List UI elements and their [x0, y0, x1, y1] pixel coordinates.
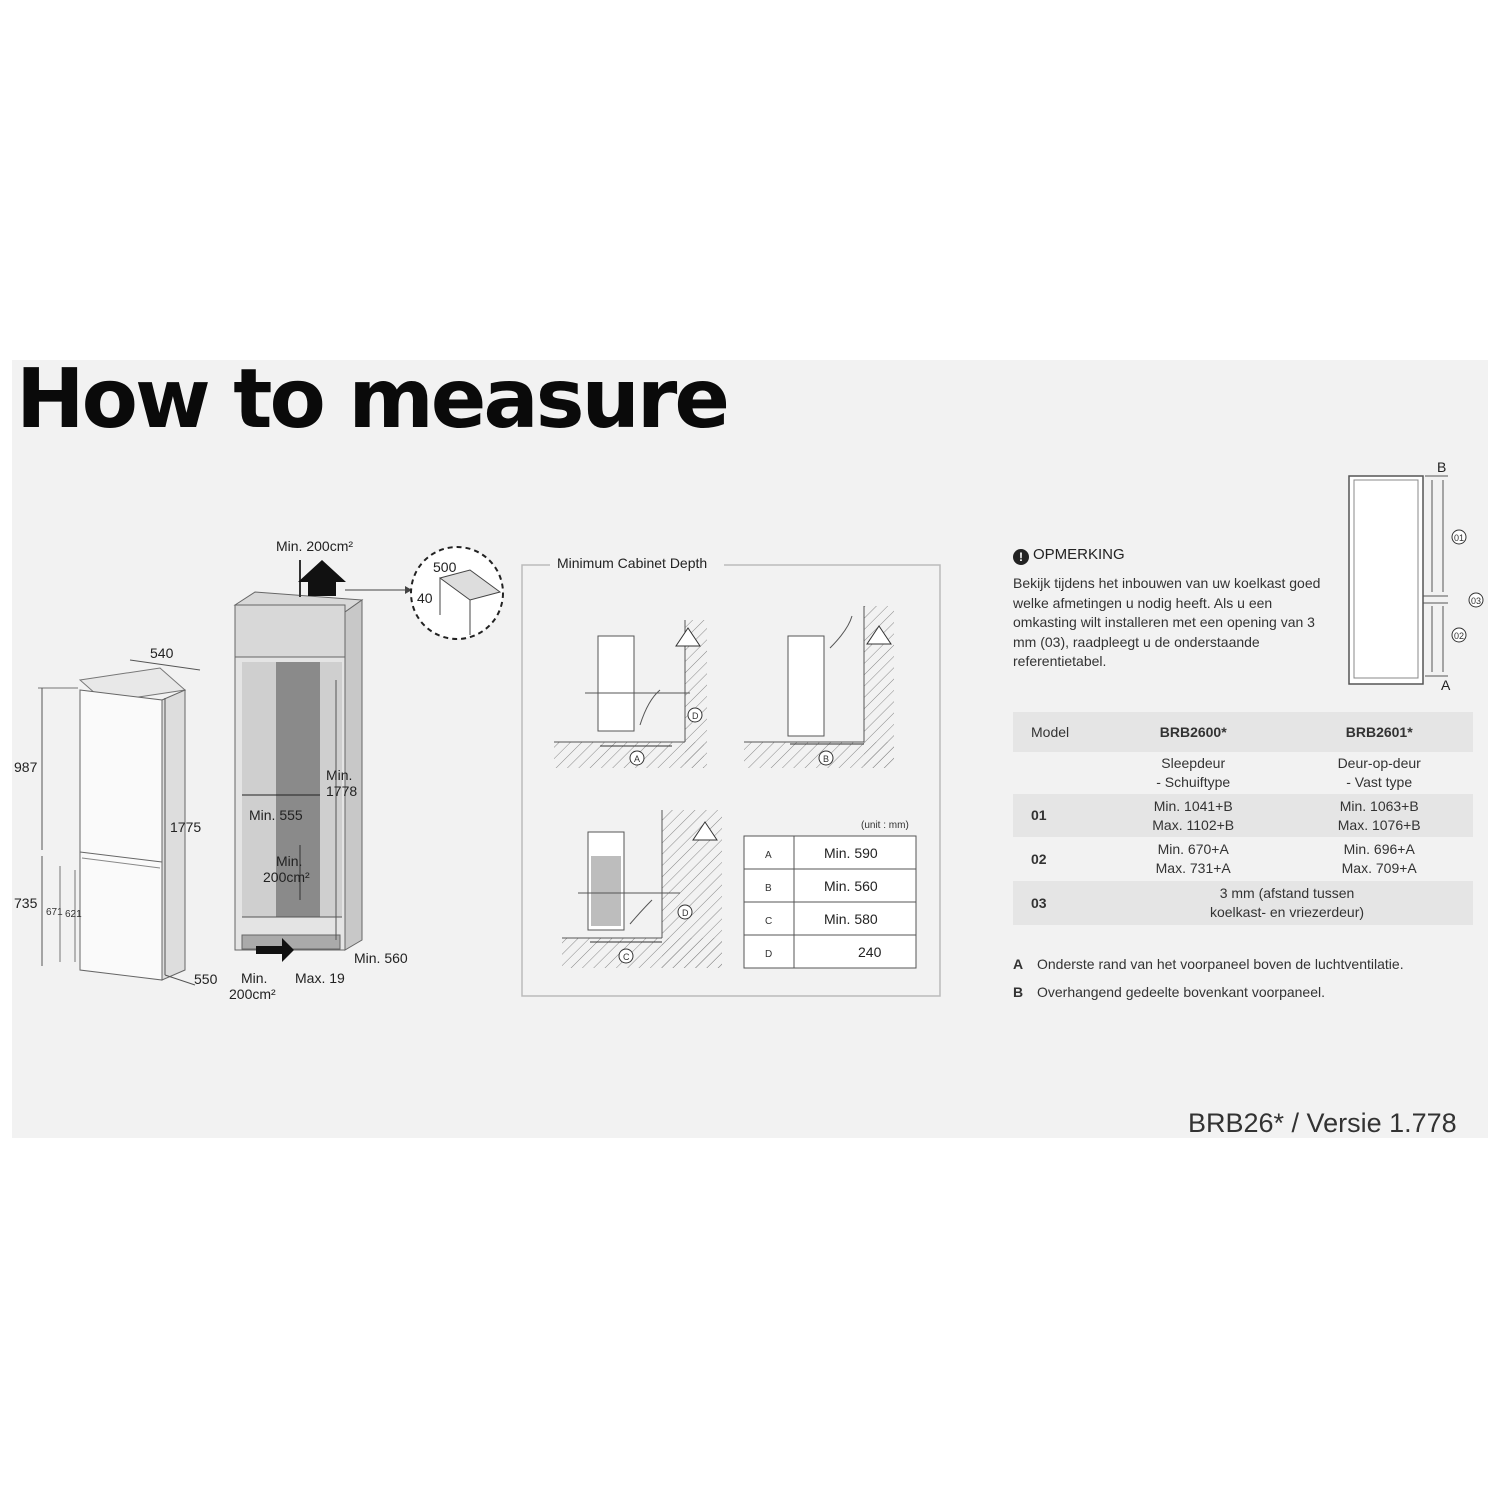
detail-offset-label: 40: [417, 590, 433, 606]
note-a: [1013, 956, 1404, 972]
depth-row-a-value: Min. 590: [824, 845, 878, 861]
depth-row-d-value: 240: [858, 944, 882, 960]
marker-a: A: [634, 754, 641, 764]
version-footer: BRB26* / Versie 1.778: [1188, 1108, 1457, 1138]
gap-b-label: B: [1437, 459, 1447, 475]
note-b-key: B: [1013, 984, 1024, 1000]
mid-vent-label-1: Min.: [276, 853, 303, 869]
opmerking-title: [1013, 546, 1125, 565]
spec-row-01-label: 01: [1013, 794, 1101, 837]
note-b: [1013, 984, 1325, 1000]
opmerking-label: OPMERKING: [1033, 546, 1125, 563]
fridge-upper-height-label: 987: [14, 759, 38, 775]
spec-row-02: [1013, 837, 1473, 881]
spec-row-01: [1013, 794, 1473, 837]
depth-row-a-key: A: [765, 850, 772, 861]
spec-type-row: [1013, 752, 1473, 794]
fridge-total-height-label: 1775: [170, 819, 202, 835]
gap-03-marker: 03: [1471, 596, 1482, 606]
spec-table: [1013, 712, 1473, 925]
marker-d-1: D: [692, 711, 699, 721]
info-icon: !: [1013, 549, 1029, 565]
min-width-label: Min. 555: [249, 807, 303, 823]
unit-label: (unit : mm): [861, 820, 909, 831]
depth-row-b-key: B: [765, 883, 772, 894]
spec-type-1: Sleepdeur - Schuiftype: [1156, 755, 1231, 790]
depth-row-c-value: Min. 580: [824, 911, 878, 927]
min-depth-label: Min. 560: [354, 950, 408, 966]
depth-row-c-key: C: [765, 916, 773, 927]
gap-diagram: [1349, 459, 1483, 693]
page-title: How to measure: [16, 352, 727, 447]
note-b-text: Overhangend gedeelte bovenkant voorpaneel.: [1037, 984, 1325, 1000]
min-height-label-1: Min.: [326, 767, 353, 783]
spec-type-2: Deur-op-deur - Vast type: [1337, 755, 1421, 790]
depth-row-b-value: Min. 560: [824, 878, 878, 894]
bottom-vent-label-2: 200cm²: [229, 986, 276, 1002]
mid-vent-label-2: 200cm²: [263, 869, 310, 885]
min-depth-box: [522, 554, 940, 996]
spec-row-02-c2: Min. 696+A Max. 709+A: [1341, 841, 1417, 876]
fridge-width-label: 540: [150, 645, 174, 661]
spec-model-1: BRB2600*: [1101, 712, 1285, 752]
spec-row-01-c2: Min. 1063+B Max. 1076+B: [1285, 794, 1473, 837]
bottom-vent-label-1: Min.: [241, 970, 268, 986]
cabinet-diagram: [229, 538, 503, 1002]
fridge-inner-b-label: 621: [65, 909, 82, 920]
spec-row-03-label: 03: [1013, 881, 1101, 925]
fridge-inner-a-label: 671: [46, 907, 63, 918]
depth-row-d-key: D: [765, 949, 773, 960]
marker-d-2: D: [682, 908, 689, 918]
min-depth-box-title: Minimum Cabinet Depth: [557, 555, 708, 571]
note-a-text: Onderste rand van het voorpaneel boven de luchtventilatie.: [1037, 956, 1404, 972]
fridge-depth-label: 550: [194, 971, 218, 987]
gap-a-label: A: [1441, 677, 1451, 693]
spec-model-2: BRB2601*: [1285, 712, 1473, 752]
spec-header-row: [1013, 712, 1473, 752]
opmerking-text: Bekijk tijdens het inbouwen van uw koelkast goed welke afmetingen u nodig heeft. Als u een omkasting wilt installeren met een opening van 3 mm (03), raadpleegt u de onderstaande referentietabel.: [1013, 575, 1321, 669]
min-height-label-2: 1778: [326, 783, 358, 799]
gap-02-marker: 02: [1454, 631, 1465, 641]
spec-row-01-c1: Min. 1041+B Max. 1102+B: [1101, 794, 1285, 837]
fridge-diagram: [14, 645, 218, 987]
marker-b: B: [823, 754, 830, 764]
spec-model-label: Model: [1013, 712, 1101, 752]
spec-row-02-c1: Min. 670+A Max. 731+A: [1155, 841, 1231, 876]
spec-row-02-label: 02: [1031, 850, 1047, 867]
top-vent-label: Min. 200cm²: [276, 538, 354, 554]
fridge-lower-height-label: 735: [14, 895, 38, 911]
gap-01-marker: 01: [1454, 533, 1465, 543]
detail-depth-label: 500: [433, 559, 457, 575]
marker-c: C: [623, 952, 630, 962]
max-offset-label: Max. 19: [295, 970, 345, 986]
note-a-key: A: [1013, 956, 1024, 972]
spec-row-03-text: 3 mm (afstand tussen koelkast- en vriezerdeur): [1101, 881, 1473, 925]
spec-row-03: [1013, 881, 1473, 925]
